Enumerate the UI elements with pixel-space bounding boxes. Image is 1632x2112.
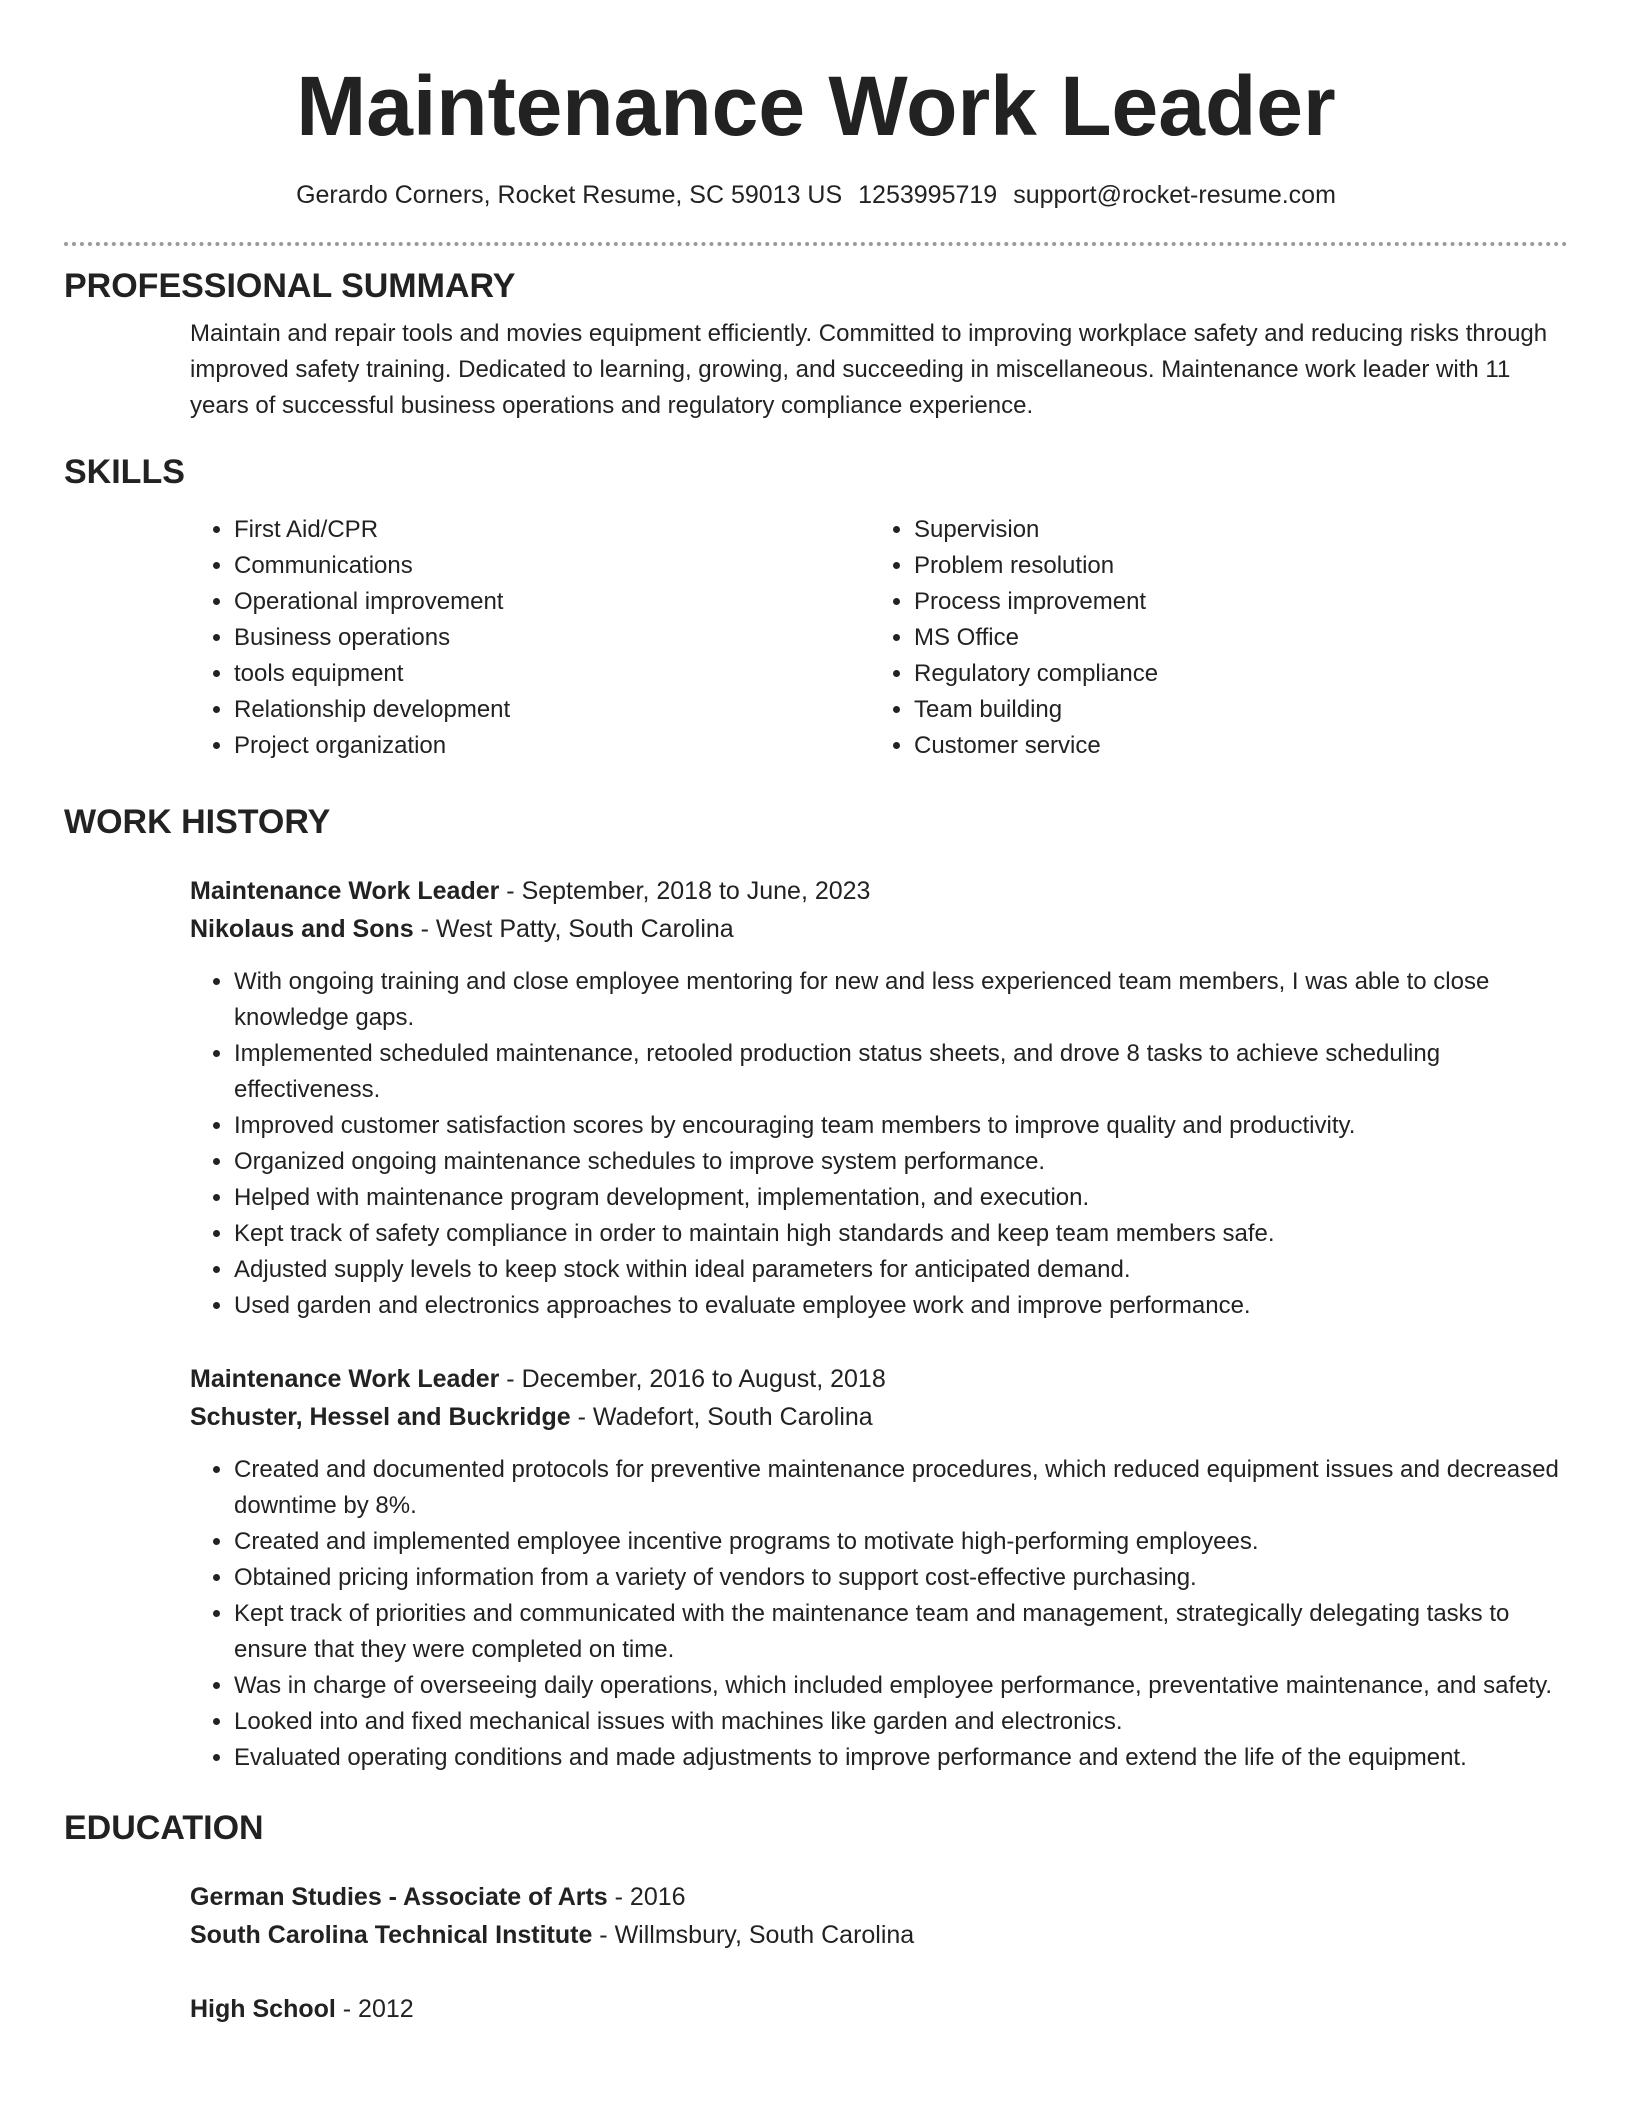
job-bullet: • Looked into and fixed mechanical issues with machines like garden and electronics. <box>234 1704 1568 1740</box>
education-degree: High School <box>190 1995 336 2023</box>
contact-address: Gerardo Corners, Rocket Resume, SC 59013 US <box>296 181 843 209</box>
job-bullet: • Organized ongoing maintenance schedules to improve system performance. <box>234 1144 1568 1180</box>
job-bullet: • Obtained pricing information from a variety of vendors to support cost-effective purchasing. <box>234 1560 1568 1596</box>
skill-item: • Team building <box>914 692 1514 728</box>
education-entry <box>190 1990 1568 2028</box>
job-bullet: • Helped with maintenance program development, implementation, and execution. <box>234 1180 1568 1216</box>
skill-item: • First Aid/CPR <box>234 512 870 548</box>
job-location: - West Patty, South Carolina <box>413 915 734 943</box>
contact-phone: 1253995719 <box>858 181 998 209</box>
skill-item: • MS Office <box>914 620 1514 656</box>
job-dates: - September, 2018 to June, 2023 <box>499 877 871 905</box>
job-bullet: • Adjusted supply levels to keep stock within ideal parameters for anticipated demand. <box>234 1252 1568 1288</box>
job-bullets <box>190 964 1568 1324</box>
job-company: Nikolaus and Sons <box>190 915 414 943</box>
skill-item: • Relationship development <box>234 692 870 728</box>
skill-item: • Customer service <box>914 728 1514 764</box>
job-bullet: • Improved customer satisfaction scores by encouraging team members to improve quality and productivity. <box>234 1108 1568 1144</box>
skill-item: • Business operations <box>234 620 870 656</box>
job-title-line <box>190 872 1568 910</box>
job-company-line <box>190 1398 1568 1436</box>
education-title: EDUCATION <box>64 1809 264 1847</box>
skills-grid <box>190 512 1568 764</box>
skills-column-right <box>870 512 1514 764</box>
skills-title: SKILLS <box>64 453 185 491</box>
skills-section <box>64 450 1568 764</box>
education-degree-line <box>190 1878 1568 1916</box>
header-divider <box>64 242 1568 246</box>
job-bullet: • Created and documented protocols for preventive maintenance procedures, which reduced equipment issues and decreased downtime by 8%. <box>234 1452 1568 1524</box>
education-entry <box>190 1878 1568 1954</box>
education-degree-line <box>190 1990 1568 2028</box>
work-history-section <box>64 800 1568 1776</box>
job-role: Maintenance Work Leader <box>190 877 500 905</box>
education-school: South Carolina Technical Institute <box>190 1921 593 1949</box>
education-location: - Willmsbury, South Carolina <box>592 1921 915 1949</box>
resume-name: Maintenance Work Leader <box>296 59 1336 153</box>
skill-item: • Supervision <box>914 512 1514 548</box>
skill-item: • Regulatory compliance <box>914 656 1514 692</box>
skill-item: • Problem resolution <box>914 548 1514 584</box>
job-role: Maintenance Work Leader <box>190 1365 500 1393</box>
skill-item: • Project organization <box>234 728 870 764</box>
job-dates: - December, 2016 to August, 2018 <box>499 1365 886 1393</box>
job-entry <box>190 1360 1568 1776</box>
work-history-title: WORK HISTORY <box>64 803 331 841</box>
job-location: - Wadefort, South Carolina <box>570 1403 873 1431</box>
skill-item: • Process improvement <box>914 584 1514 620</box>
summary-section <box>64 264 1568 424</box>
job-bullet: • Kept track of safety compliance in order to maintain high standards and keep team members safe. <box>234 1216 1568 1252</box>
skill-item: • Communications <box>234 548 870 584</box>
job-bullets <box>190 1452 1568 1776</box>
education-section <box>64 1806 1568 2028</box>
job-bullet: • Used garden and electronics approaches to evaluate employee work and improve performance. <box>234 1288 1568 1324</box>
summary-text: Maintain and repair tools and movies equipment efficiently. Committed to improving workplace safety and reducing risks through improved safety training. Dedicated to learning, growing, and succeeding in miscellaneous. Maintenance work leader with 11 years of successful business operations and regulatory compliance experience. <box>190 320 1548 419</box>
education-degree: German Studies - Associate of Arts <box>190 1883 608 1911</box>
job-bullet: • Implemented scheduled maintenance, retooled production status sheets, and drove 8 tasks to achieve scheduling effectiveness. <box>234 1036 1568 1108</box>
job-title-line <box>190 1360 1568 1398</box>
education-year: - 2016 <box>607 1883 686 1911</box>
job-bullet: • Kept track of priorities and communicated with the maintenance team and management, strategically delegating tasks to ensure that they were completed on time. <box>234 1596 1568 1668</box>
job-entry <box>190 872 1568 1324</box>
job-bullet: • Was in charge of overseeing daily operations, which included employee performance, preventative maintenance, and safety. <box>234 1668 1568 1704</box>
job-company: Schuster, Hessel and Buckridge <box>190 1403 571 1431</box>
summary-title: PROFESSIONAL SUMMARY <box>64 267 516 305</box>
resume-page <box>64 0 1568 2028</box>
education-year: - 2012 <box>335 1995 414 2023</box>
skill-item: • Operational improvement <box>234 584 870 620</box>
job-bullet: • With ongoing training and close employee mentoring for new and less experienced team members, I was able to close knowledge gaps. <box>234 964 1568 1036</box>
job-bullet: • Created and implemented employee incentive programs to motivate high-performing employees. <box>234 1524 1568 1560</box>
contact-line <box>64 178 1568 212</box>
job-bullet: • Evaluated operating conditions and made adjustments to improve performance and extend the life of the equipment. <box>234 1740 1568 1776</box>
job-company-line <box>190 910 1568 948</box>
education-school-line <box>190 1916 1568 1954</box>
skill-item: • tools equipment <box>234 656 870 692</box>
contact-email: support@rocket-resume.com <box>1013 181 1336 209</box>
skills-column-left <box>190 512 870 764</box>
